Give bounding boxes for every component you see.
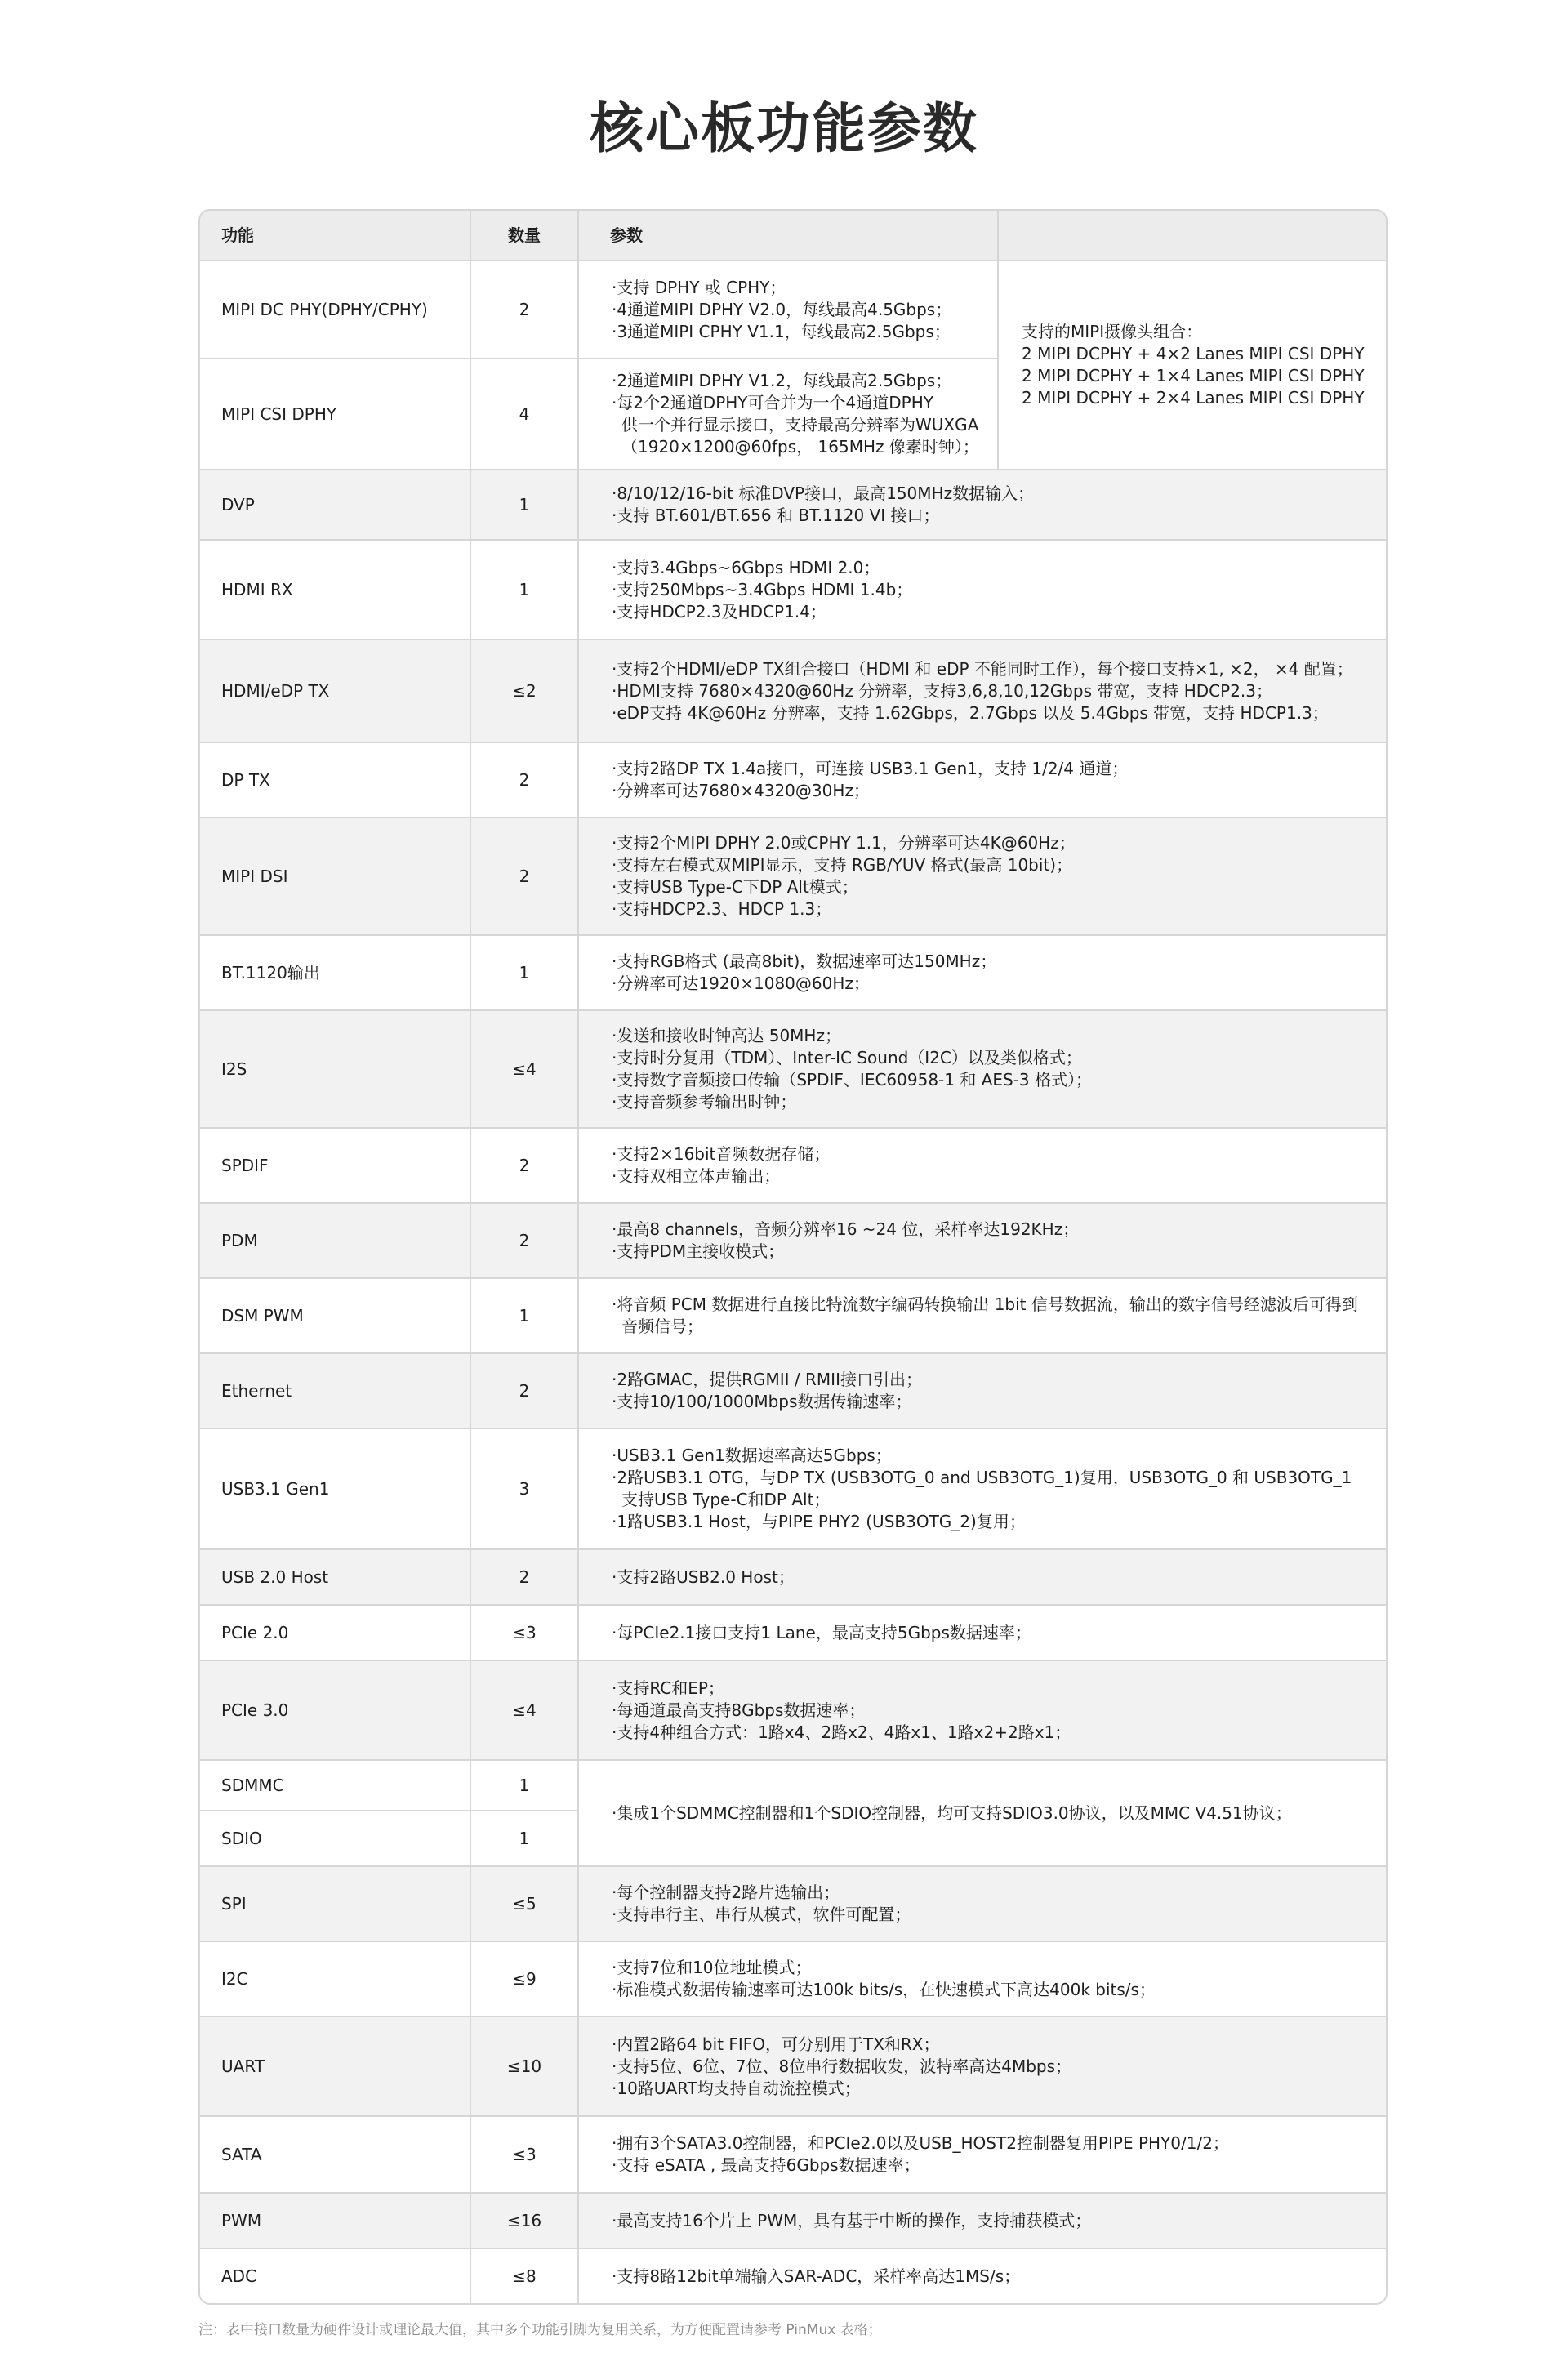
param-line: ·支持 BT.601/BT.656 和 BT.1120 VI 接口； bbox=[612, 506, 940, 525]
function-name: SDMMC bbox=[198, 1761, 471, 1811]
table-row bbox=[198, 1761, 1388, 1811]
quantity-value: 1 bbox=[471, 470, 579, 541]
quantity-value: ≤10 bbox=[471, 2017, 579, 2117]
function-name: PDM bbox=[198, 1204, 471, 1279]
function-name: UART bbox=[198, 2017, 471, 2117]
param-line: ·每个控制器支持2路片选输出； bbox=[612, 1883, 840, 1902]
param-line: ·支持双相立体声输出； bbox=[612, 1166, 781, 1186]
params-cell bbox=[579, 818, 1388, 936]
param-line: 支持USB Type-C和DP Alt； bbox=[621, 1490, 831, 1509]
mipi-combo-item: 2 MIPI DCPHY + 4×2 Lanes MIPI CSI DPHY bbox=[1022, 344, 1365, 363]
function-name: MIPI DSI bbox=[198, 818, 471, 936]
params-cell bbox=[579, 2117, 1388, 2194]
quantity-value: 2 bbox=[471, 743, 579, 818]
quantity-value: ≤9 bbox=[471, 1942, 579, 2017]
param-line: ·集成1个SDMMC控制器和1个SDIO控制器，均可支持SDIO3.0协议，以及MMC V4.51协议； bbox=[612, 1802, 1292, 1823]
table-row bbox=[198, 1867, 1388, 1942]
param-line: ·4通道MIPI DPHY V2.0，每线最高4.5Gbps； bbox=[612, 299, 952, 319]
table-row bbox=[198, 470, 1388, 541]
params-cell bbox=[579, 640, 1388, 743]
params-cell bbox=[579, 936, 1388, 1011]
param-line: ·支持数字音频接口传输（SPDIF、IEC60958-1 和 AES-3 格式）； bbox=[612, 1070, 1093, 1089]
table-row bbox=[198, 541, 1388, 640]
function-name: I2C bbox=[198, 1942, 471, 2017]
function-name: PCIe 3.0 bbox=[198, 1661, 471, 1761]
quantity-value: 2 bbox=[471, 1550, 579, 1606]
header-extra bbox=[999, 209, 1388, 261]
params-cell bbox=[579, 1661, 1388, 1761]
param-line: ·2通道MIPI DPHY V1.2，每线最高2.5Gbps； bbox=[612, 371, 952, 390]
mipi-combo-cell bbox=[999, 261, 1388, 470]
function-name: I2S bbox=[198, 1011, 471, 1129]
param-line: ·标准模式数据传输速率可达100k bits/s，在快速模式下高达400k bits/s； bbox=[612, 1980, 1156, 1999]
param-line: ·USB3.1 Gen1数据速率高达5Gbps； bbox=[612, 1446, 892, 1465]
params-cell bbox=[579, 470, 1388, 541]
param-line: ·HDMI支持 7680×4320@60Hz 分辨率，支持3,6,8,10,12Gbps 带宽，支持 HDCP2.3； bbox=[612, 680, 1273, 701]
param-line: ·3通道MIPI CPHY V1.1，每线最高2.5Gbps； bbox=[612, 321, 951, 341]
param-line: ·2路USB3.1 OTG，与DP TX (USB3OTG_0 and USB3OTG_1)复用，USB3OTG_0 和 USB3OTG_1 bbox=[612, 1468, 1352, 1487]
param-line: ·最高支持16个片上 PWM，具有基于中断的操作，支持捕获模式； bbox=[612, 2210, 1092, 2230]
param-line: ·支持10/100/1000Mbps数据传输速率； bbox=[612, 1392, 912, 1411]
quantity-value: ≤8 bbox=[471, 2249, 579, 2305]
param-line: ·1路USB3.1 Host，与PIPE PHY2 (USB3OTG_2)复用； bbox=[612, 1512, 1026, 1531]
function-name: SPI bbox=[198, 1867, 471, 1942]
param-line: ·支持4种组合方式：1路x4、2路x2、4路x1、1路x2+2路x1； bbox=[612, 1722, 1071, 1742]
params-cell bbox=[579, 1204, 1388, 1279]
param-line: ·拥有3个SATA3.0控制器，和PCIe2.0以及USB_HOST2控制器复用PIPE PHY0/1/2； bbox=[612, 2133, 1229, 2153]
params-cell bbox=[579, 1279, 1388, 1354]
param-line: 供一个并行显示接口，支持最高分辨率为WUXGA bbox=[621, 415, 979, 434]
table-row bbox=[198, 818, 1388, 936]
param-line: ·支持250Mbps~3.4Gbps HDMI 1.4b； bbox=[612, 579, 913, 599]
param-line: ·分辨率可达7680×4320@30Hz； bbox=[612, 781, 870, 800]
quantity-value: ≤4 bbox=[471, 1661, 579, 1761]
spec-table bbox=[198, 209, 1388, 2305]
param-line: 音频信号； bbox=[621, 1317, 703, 1336]
table-row bbox=[198, 2117, 1388, 2194]
quantity-value: 1 bbox=[471, 541, 579, 640]
mipi-combo-item: 2 MIPI DCPHY + 2×4 Lanes MIPI CSI DPHY bbox=[1022, 388, 1365, 408]
table-row bbox=[198, 1204, 1388, 1279]
header-quantity: 数量 bbox=[471, 209, 579, 261]
param-line: ·将音频 PCM 数据进行直接比特流数字编码转换输出 1bit 信号数据流，输出的数字信号经滤波后可得到 bbox=[612, 1294, 1358, 1314]
table-row bbox=[198, 1279, 1388, 1354]
param-line: ·内置2路64 bit FIFO，可分别用于TX和RX； bbox=[612, 2034, 940, 2054]
function-name: DVP bbox=[198, 470, 471, 541]
header-params: 参数 bbox=[579, 209, 999, 261]
param-line: ·支持2个HDMI/eDP TX组合接口（HDMI 和 eDP 不能同时工作），每个接口支持×1, ×2， ×4 配置； bbox=[612, 658, 1353, 679]
function-name: MIPI DC PHY(DPHY/CPHY) bbox=[198, 261, 471, 359]
quantity-value: ≤3 bbox=[471, 2117, 579, 2194]
params-cell bbox=[579, 541, 1388, 640]
param-line: （1920×1200@60fps， 165MHz 像素时钟）； bbox=[621, 437, 979, 457]
params-cell bbox=[579, 1129, 1388, 1204]
table-row bbox=[198, 936, 1388, 1011]
param-line: ·支持HDCP2.3及HDCP1.4； bbox=[612, 601, 826, 622]
quantity-value: ≤16 bbox=[471, 2194, 579, 2249]
table-row bbox=[198, 743, 1388, 818]
table-row bbox=[198, 1550, 1388, 1606]
params-cell bbox=[579, 1011, 1388, 1129]
function-name: PCIe 2.0 bbox=[198, 1606, 471, 1661]
table-row bbox=[198, 640, 1388, 743]
quantity-value: ≤5 bbox=[471, 1867, 579, 1942]
param-line: ·支持3.4Gbps~6Gbps HDMI 2.0； bbox=[612, 557, 880, 577]
param-line: ·支持7位和10位地址模式； bbox=[612, 1958, 812, 1977]
table-row bbox=[198, 1129, 1388, 1204]
quantity-value: 3 bbox=[471, 1429, 579, 1550]
quantity-value: 4 bbox=[471, 359, 579, 470]
function-name: HDMI RX bbox=[198, 541, 471, 640]
quantity-value: 1 bbox=[471, 936, 579, 1011]
function-name: Ethernet bbox=[198, 1354, 471, 1429]
param-line: ·eDP支持 4K@60Hz 分辨率，支持 1.62Gbps，2.7Gbps 以及 5.4Gbps 带宽，支持 HDCP1.3； bbox=[612, 702, 1329, 723]
params-cell bbox=[579, 1867, 1388, 1942]
params-cell bbox=[579, 2194, 1388, 2249]
param-line: ·每通道最高支持8Gbps数据速率； bbox=[612, 1700, 866, 1720]
table-row bbox=[198, 1354, 1388, 1429]
quantity-value: 1 bbox=[471, 1279, 579, 1354]
quantity-value: ≤2 bbox=[471, 640, 579, 743]
function-name: DP TX bbox=[198, 743, 471, 818]
params-cell bbox=[579, 1550, 1388, 1606]
table-row bbox=[198, 1606, 1388, 1661]
param-line: ·10路UART均支持自动流控模式； bbox=[612, 2078, 861, 2098]
function-name: MIPI CSI DPHY bbox=[198, 359, 471, 470]
table-row bbox=[198, 261, 1388, 359]
params-cell bbox=[579, 1429, 1388, 1550]
function-name: SDIO bbox=[198, 1811, 471, 1867]
function-name: DSM PWM bbox=[198, 1279, 471, 1354]
table-row bbox=[198, 1942, 1388, 2017]
mipi-combo-label: 支持的MIPI摄像头组合： bbox=[1022, 322, 1203, 341]
param-line: ·支持8路12bit单端输入SAR-ADC，采样率高达1MS/s； bbox=[612, 2266, 1021, 2286]
quantity-value: 1 bbox=[471, 1811, 579, 1867]
table-row bbox=[198, 2017, 1388, 2117]
quantity-value: 2 bbox=[471, 818, 579, 936]
param-line: ·支持音频参考输出时钟； bbox=[612, 1092, 797, 1112]
table-header-row bbox=[198, 209, 1388, 261]
param-line: ·支持2个MIPI DPHY 2.0或CPHY 1.1，分辨率可达4K@60Hz； bbox=[612, 833, 1076, 853]
param-line: ·8/10/12/16-bit 标准DVP接口，最高150MHz数据输入； bbox=[612, 483, 1035, 503]
table-row bbox=[198, 1011, 1388, 1129]
quantity-value: 2 bbox=[471, 1354, 579, 1429]
function-name: SATA bbox=[198, 2117, 471, 2194]
header-function: 功能 bbox=[198, 209, 471, 261]
quantity-value: ≤3 bbox=[471, 1606, 579, 1661]
function-name: BT.1120输出 bbox=[198, 936, 471, 1011]
param-line: ·支持PDM主接收模式； bbox=[612, 1241, 785, 1261]
param-line: ·支持2路DP TX 1.4a接口，可连接 USB3.1 Gen1，支持 1/2/4 通道； bbox=[612, 759, 1129, 778]
param-line: ·支持5位、6位、7位、8位串行数据收发，波特率高达4Mbps； bbox=[612, 2056, 1072, 2076]
table-row bbox=[198, 1661, 1388, 1761]
params-cell bbox=[579, 359, 999, 470]
quantity-value: 1 bbox=[471, 1761, 579, 1811]
param-line: ·支持RGB格式 (最高8bit)，数据速率可达150MHz； bbox=[612, 951, 997, 971]
param-line: ·支持 DPHY 或 CPHY； bbox=[612, 277, 786, 297]
params-cell bbox=[579, 1606, 1388, 1661]
quantity-value: 2 bbox=[471, 1129, 579, 1204]
table-row bbox=[198, 2249, 1388, 2305]
param-line: ·支持USB Type-C下DP Alt模式； bbox=[612, 877, 858, 897]
params-cell bbox=[579, 261, 999, 359]
param-line: ·支持RC和EP； bbox=[612, 1678, 724, 1698]
params-cell bbox=[579, 743, 1388, 818]
page-title: 核心板功能参数 bbox=[590, 97, 978, 160]
params-cell bbox=[579, 1354, 1388, 1429]
param-line: ·每2个2通道DPHY可合并为一个4通道DPHY bbox=[612, 393, 933, 412]
param-line: ·支持时分复用（TDM）、Inter-IC Sound（I2C）以及类似格式； bbox=[612, 1048, 1082, 1067]
param-line: ·2路GMAC，提供RGMII / RMII接口引出； bbox=[612, 1370, 922, 1389]
function-name: USB 2.0 Host bbox=[198, 1550, 471, 1606]
param-line: ·支持2路USB2.0 Host； bbox=[612, 1566, 795, 1587]
function-name: HDMI/eDP TX bbox=[198, 640, 471, 743]
function-name: ADC bbox=[198, 2249, 471, 2305]
param-line: ·支持2×16bit音频数据存储； bbox=[612, 1144, 831, 1164]
param-line: ·支持 eSATA , 最高支持6Gbps数据速率； bbox=[612, 2155, 920, 2175]
param-line: ·最高8 channels，音频分辨率16 ~24 位，采样率达192KHz； bbox=[612, 1219, 1080, 1239]
param-line: ·分辨率可达1920×1080@60Hz； bbox=[612, 974, 870, 993]
quantity-value: 2 bbox=[471, 1204, 579, 1279]
function-name: PWM bbox=[198, 2194, 471, 2249]
params-cell bbox=[579, 1761, 1388, 1867]
param-line: ·发送和接收时钟高达 50MHz； bbox=[612, 1026, 841, 1045]
mipi-combo-item: 2 MIPI DCPHY + 1×4 Lanes MIPI CSI DPHY bbox=[1022, 366, 1365, 385]
quantity-value: ≤4 bbox=[471, 1011, 579, 1129]
table-row bbox=[198, 1429, 1388, 1550]
function-name: USB3.1 Gen1 bbox=[198, 1429, 471, 1550]
quantity-value: 2 bbox=[471, 261, 579, 359]
params-cell bbox=[579, 2249, 1388, 2305]
params-cell bbox=[579, 1942, 1388, 2017]
function-name: SPDIF bbox=[198, 1129, 471, 1204]
param-line: ·支持串行主、串行从模式，软件可配置； bbox=[612, 1905, 911, 1924]
table-row bbox=[198, 2194, 1388, 2249]
param-line: ·支持左右模式双MIPI显示，支持 RGB/YUV 格式(最高 10bit)； bbox=[612, 855, 1073, 875]
param-line: ·每PCIe2.1接口支持1 Lane，最高支持5Gbps数据速率； bbox=[612, 1622, 1031, 1642]
params-cell bbox=[579, 2017, 1388, 2117]
footnote: 注：表中接口数量为硬件设计或理论最大值，其中多个功能引脚为复用关系，为方便配置请参考 PinMux 表格； bbox=[198, 2322, 882, 2338]
param-line: ·支持HDCP2.3、HDCP 1.3； bbox=[612, 899, 832, 919]
